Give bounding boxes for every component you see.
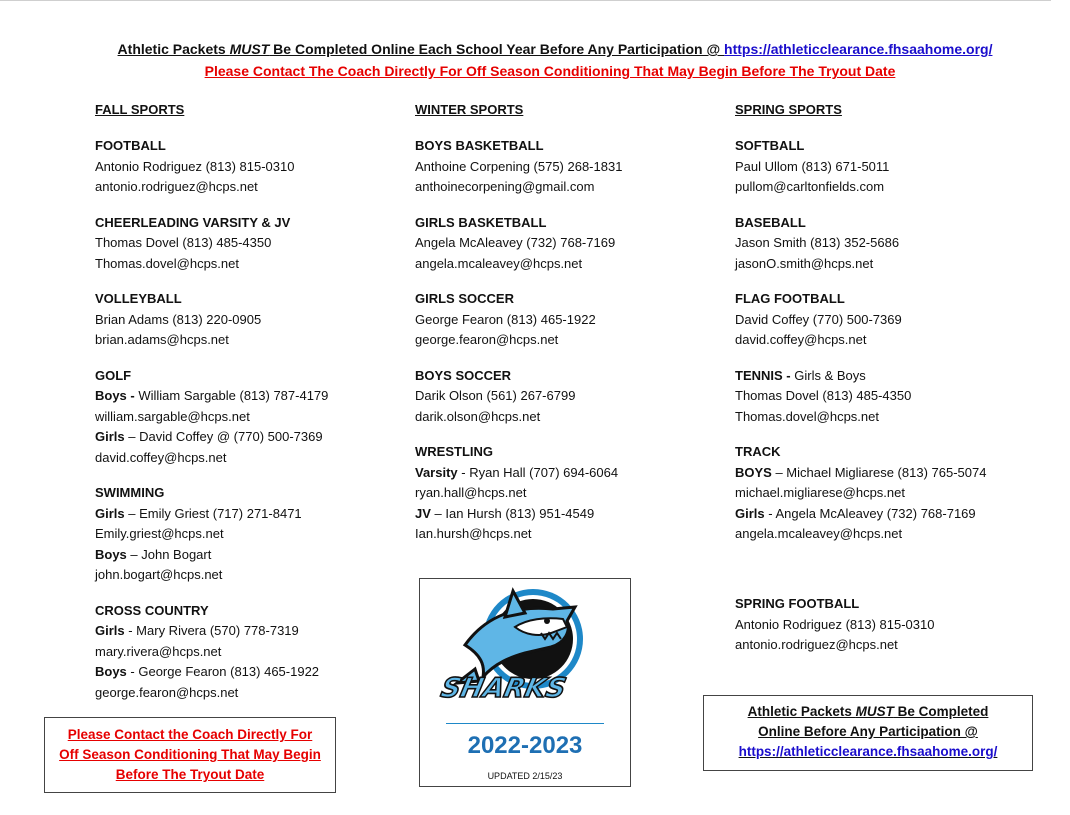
email: george.fearon@hcps.net xyxy=(95,684,239,700)
email: antonio.rodriguez@hcps.net xyxy=(735,637,898,652)
fall-sports-column xyxy=(95,101,395,718)
email: darik.olson@hcps.net xyxy=(415,408,541,424)
logo-divider xyxy=(446,723,604,724)
winter-sports-column xyxy=(415,101,715,560)
note-clearance-link[interactable]: https://athleticclearance.fhsaahome.org/ xyxy=(738,744,998,759)
email: john.bogart@hcps.net xyxy=(95,567,223,582)
spring-sports-column xyxy=(735,101,1035,560)
email: angela.mcaleavey@hcps.net xyxy=(415,255,583,271)
sport-football: FOOTBALL Antonio Rodriguez (813) 815-0310 antonio.rodriguez@hcps.net xyxy=(95,136,395,198)
sport-golf: GOLF Boys - William Sargable (813) 787-4179 william.sargable@hcps.net Girls – David Coffey @ (770) 500-7369 david.coffey@hcps.net xyxy=(95,366,395,469)
email: Ian.hursh@hcps.net xyxy=(415,526,532,541)
email: pullom@carltonfields.com xyxy=(735,179,885,194)
email: Emily.griest@hcps.net xyxy=(95,526,224,541)
sport-flag-football: FLAG FOOTBALL David Coffey (770) 500-7369 david.coffey@hcps.net xyxy=(735,289,1035,351)
email: Thomas.dovel@hcps.net xyxy=(95,255,239,271)
header-packet-notice: Athletic Packets MUST Be Completed Online Each School Year Before Any Participation @ https://athleticclearance.fhsaahome.org/ xyxy=(117,41,993,57)
page-top-border xyxy=(0,0,1051,1)
spring-sports-heading: SPRING SPORTS xyxy=(735,102,842,117)
sport-girls-basketball: GIRLS BASKETBALL Angela McAleavey (732) 768-7169 angela.mcaleavey@hcps.net xyxy=(415,213,715,275)
sport-track: TRACK BOYS – Michael Migliarese (813) 765-5074 michael.migliarese@hcps.net Girls - Angela McAleavey (732) 768-7169 angela.mcaleavey@hcps.net xyxy=(735,442,1035,545)
email: mary.rivera@hcps.net xyxy=(95,643,222,659)
sport-boys-basketball: BOYS BASKETBALL Anthoine Corpening (575) 268-1831 anthoinecorpening@gmail.com xyxy=(415,136,715,198)
email: antonio.rodriguez@hcps.net xyxy=(95,179,258,194)
email: david.coffey@hcps.net xyxy=(735,332,867,347)
email: william.sargable@hcps.net xyxy=(95,408,250,424)
fall-sports-heading: FALL SPORTS xyxy=(95,102,185,117)
sport-spring-football: SPRING FOOTBALL Antonio Rodriguez (813) 815-0310 antonio.rodriguez@hcps.net xyxy=(735,594,934,656)
sport-swimming: SWIMMING Girls – Emily Griest (717) 271-8471 Emily.griest@hcps.net Boys – John Bogart john.bogart@hcps.net xyxy=(95,483,395,586)
email: ryan.hall@hcps.net xyxy=(415,485,527,500)
updated-date: UPDATED 2/15/23 xyxy=(487,771,563,781)
header-conditioning-notice: Please Contact The Coach Directly For Off Season Conditioning That May Begin Before The Tryout Date xyxy=(204,63,896,79)
email: anthoinecorpening@gmail.com xyxy=(415,179,595,194)
email: Thomas.dovel@hcps.net xyxy=(735,408,879,424)
email: david.coffey@hcps.net xyxy=(95,449,227,465)
conditioning-note-box: Please Contact the Coach Directly For Off Season Conditioning That May Begin Before The Tryout Date xyxy=(44,717,336,793)
season-title: 2022-2023 xyxy=(467,732,583,759)
sport-boys-soccer: BOYS SOCCER Darik Olson (561) 267-6799 darik.olson@hcps.net xyxy=(415,366,715,428)
sharks-logo-box xyxy=(419,578,631,787)
header-clearance-link[interactable]: https://athleticclearance.fhsaahome.org/ xyxy=(724,41,993,57)
sport-cheerleading: CHEERLEADING VARSITY & JV Thomas Dovel (813) 485-4350 Thomas.dovel@hcps.net xyxy=(95,213,395,275)
email: angela.mcaleavey@hcps.net xyxy=(735,526,903,541)
sport-wrestling: WRESTLING Varsity - Ryan Hall (707) 694-6064 ryan.hall@hcps.net JV – Ian Hursh (813) 951-4549 Ian.hursh@hcps.net xyxy=(415,442,715,545)
sport-tennis: TENNIS - Girls & Boys Thomas Dovel (813) 485-4350 Thomas.dovel@hcps.net xyxy=(735,366,1035,428)
sport-baseball: BASEBALL Jason Smith (813) 352-5686 jasonO.smith@hcps.net xyxy=(735,213,1035,275)
packet-note-box: Athletic Packets MUST Be Completed Online Before Any Participation @ https://athleticclearance.fhsaahome.org/ xyxy=(703,695,1033,771)
sport-softball: SOFTBALL Paul Ullom (813) 671-5011 pullom@carltonfields.com xyxy=(735,136,1035,198)
email: michael.migliarese@hcps.net xyxy=(735,485,905,500)
sport-girls-soccer: GIRLS SOCCER George Fearon (813) 465-1922 george.fearon@hcps.net xyxy=(415,289,715,351)
sharks-wordmark: SHARKS xyxy=(438,673,569,704)
shark-logo-icon xyxy=(438,587,595,712)
sport-cross-country: CROSS COUNTRY Girls - Mary Rivera (570) 778-7319 mary.rivera@hcps.net Boys - George Fearon (813) 465-1922 george.fearon@hcps.net xyxy=(95,601,395,704)
email: george.fearon@hcps.net xyxy=(415,332,559,347)
winter-sports-heading: WINTER SPORTS xyxy=(415,102,524,117)
email: brian.adams@hcps.net xyxy=(95,332,229,347)
email: jasonO.smith@hcps.net xyxy=(735,255,874,271)
sport-volleyball: VOLLEYBALL Brian Adams (813) 220-0905 brian.adams@hcps.net xyxy=(95,289,395,351)
